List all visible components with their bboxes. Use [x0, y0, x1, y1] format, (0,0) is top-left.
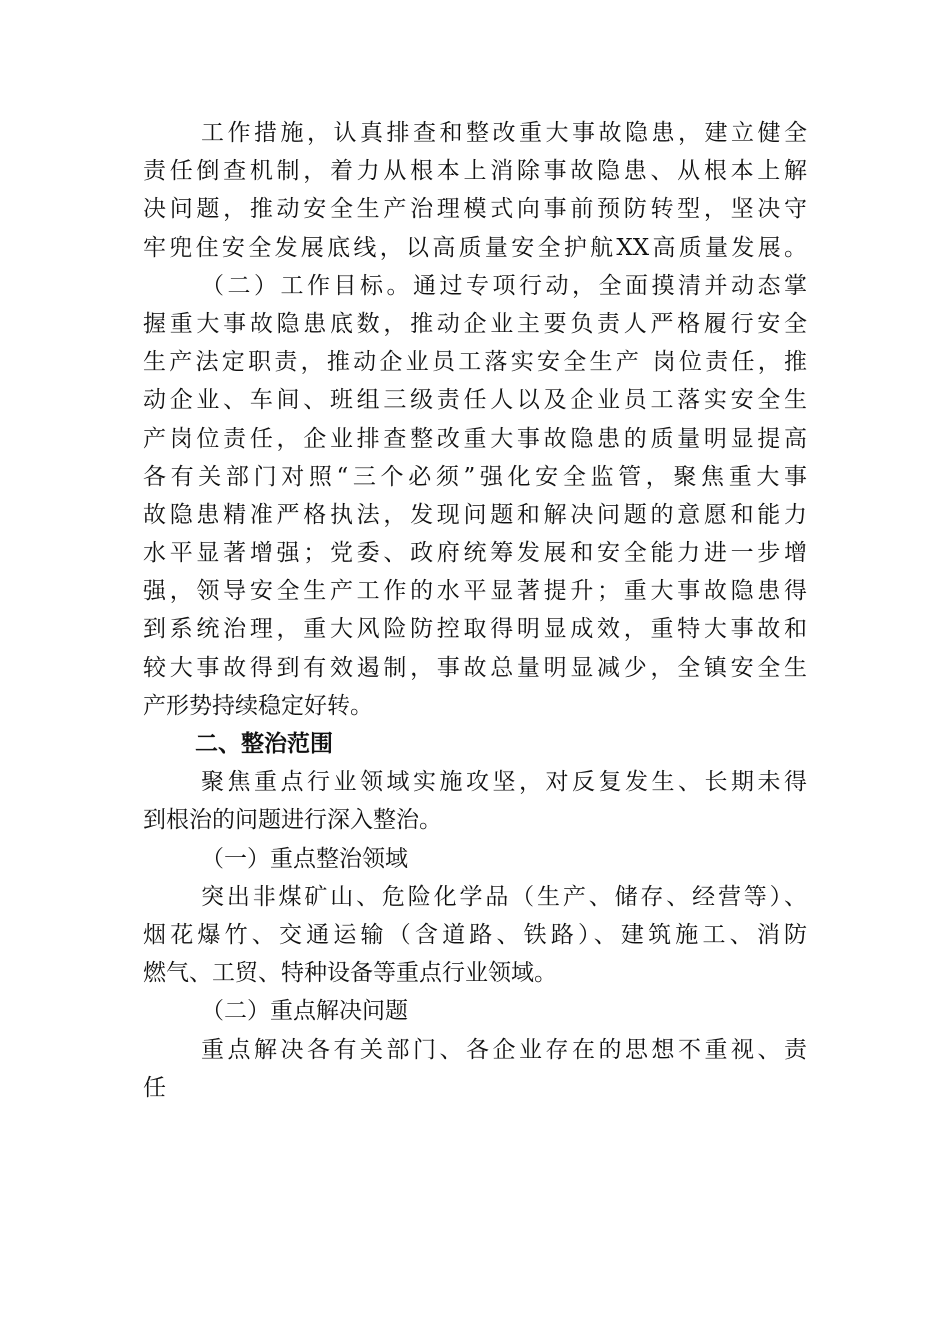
paragraph-line: 突出非煤矿山、危险化学品（生产、储存、经营等）、: [201, 883, 807, 910]
subsection-heading: （二）重点解决问题: [201, 998, 408, 1025]
paragraph-line: 聚焦重点行业领域实施攻坚，对反复发生、长期未得: [201, 769, 807, 796]
paragraph-line: 水平显著增强；党委、政府统筹发展和安全能力进一步增: [143, 540, 807, 567]
paragraph-line: 握重大事故隐患底数，推动企业主要负责人严格履行安全: [143, 310, 807, 337]
paragraph-line: 故隐患精准严格执法，发现问题和解决问题的意愿和能力: [143, 501, 807, 528]
paragraph-line: 责任倒查机制，着力从根本上消除事故隐患、从根本上解: [143, 158, 807, 185]
paragraph-line: 较大事故得到有效遏制，事故总量明显减少，全镇安全生: [143, 654, 807, 681]
paragraph-line: 强，领导安全生产工作的水平显著提升；重大事故隐患得: [143, 578, 807, 605]
paragraph-line: 动企业、车间、班组三级责任人以及企业员工落实安全生: [143, 387, 807, 414]
paragraph-line: 各有关部门对照“三个必须”强化安全监管，聚焦重大事: [143, 463, 807, 490]
section-heading: 二、整治范围: [195, 731, 333, 757]
paragraph-line: 燃气、工贸、特种设备等重点行业领域。: [143, 960, 557, 987]
paragraph-line: 生产法定职责，推动企业员工落实安全生产 岗位责任，推: [143, 349, 807, 376]
paragraph-line: 工作措施，认真排查和整改重大事故隐患，建立健全: [201, 120, 807, 146]
paragraph-line: 产岗位责任，企业排查整改重大事故隐患的质量明显提高: [143, 425, 807, 452]
paragraph-line: 到系统治理，重大风险防控取得明显成效，重特大事故和: [143, 616, 807, 643]
paragraph-line: 到根治的问题进行深入整治。: [143, 807, 442, 834]
paragraph-line: 产形势持续稳定好转。: [143, 692, 373, 719]
paragraph-line: （二）工作目标。通过专项行动，全面摸清并动态掌: [201, 272, 807, 299]
paragraph-line: 决问题，推动安全生产治理模式向事前预防转型，坚决守: [143, 196, 807, 223]
subsection-heading: （一）重点整治领域: [201, 845, 408, 872]
paragraph-line: 牢兜住安全发展底线，以高质量安全护航XX高质量发展。: [143, 234, 807, 261]
document-body: [143, 114, 807, 1107]
paragraph-line: 烟花爆竹、交通运输（含道路、铁路）、建筑施工、消防: [143, 921, 807, 948]
paragraph-line: 任: [143, 1074, 166, 1101]
paragraph-line: 重点解决各有关部门、各企业存在的思想不重视、责: [201, 1036, 807, 1063]
